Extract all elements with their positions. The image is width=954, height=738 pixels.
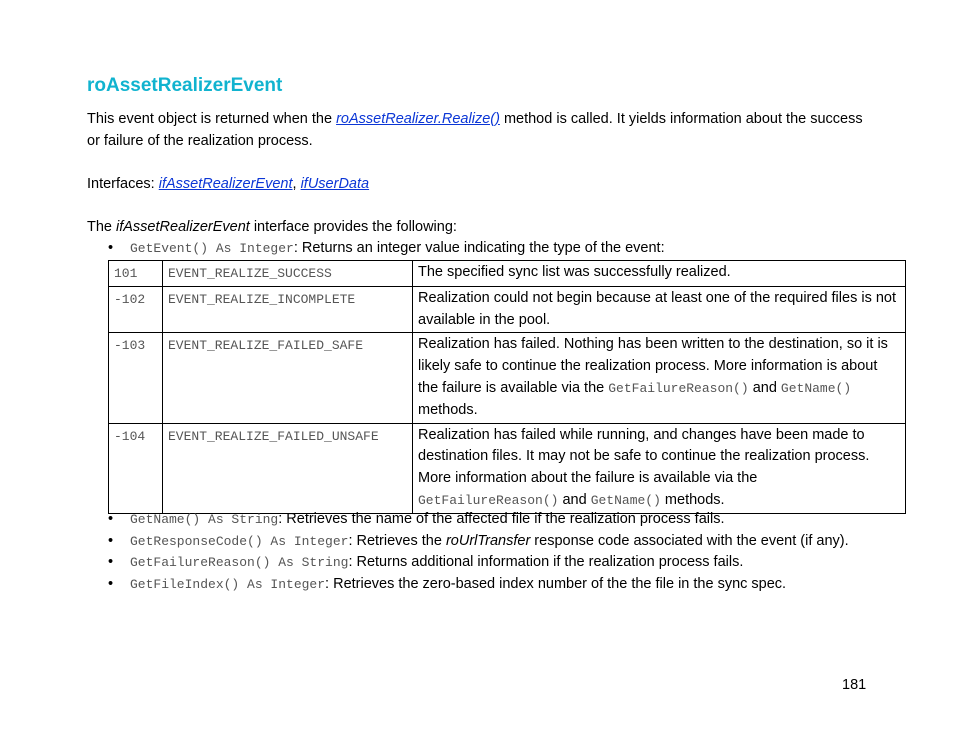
event-code: -104	[109, 423, 163, 513]
event-constant: EVENT_REALIZE_SUCCESS	[163, 261, 413, 287]
method-ref: GetFailureReason()	[418, 492, 559, 508]
class-name: roUrlTransfer	[445, 532, 531, 549]
bullet: •	[108, 575, 114, 592]
method-description: : Returns an integer value indicating the type of the event:	[293, 240, 665, 256]
table-row	[109, 423, 906, 513]
intro-text-before: This event object is returned when the	[87, 111, 337, 127]
description-and: and	[748, 379, 781, 396]
table-row	[109, 261, 906, 287]
description-end: methods.	[418, 401, 478, 418]
provides-line	[87, 216, 877, 238]
page-number: 181	[842, 677, 867, 693]
method-signature: GetEvent() As Integer	[130, 241, 294, 256]
event-description	[413, 423, 906, 513]
event-constant: EVENT_REALIZE_INCOMPLETE	[163, 286, 413, 333]
list-item	[108, 509, 898, 531]
method-signature: GetResponseCode() As Integer	[130, 533, 349, 549]
intro-text-after: method is called. It yields information about the success or failure of the realization process.	[87, 111, 863, 149]
description-and: and	[558, 491, 591, 508]
event-code: -102	[109, 286, 163, 333]
event-description	[413, 333, 906, 423]
provides-after: interface provides the following:	[249, 219, 457, 235]
method-description: : Retrieves the	[348, 532, 446, 549]
event-description: Realization could not begin because at least one of the required files is not available in the pool.	[413, 286, 906, 333]
ifuserdata-link[interactable]: ifUserData	[300, 176, 370, 192]
ifassetrealizerevent-link[interactable]: ifAssetRealizerEvent	[158, 176, 293, 192]
method-description: : Retrieves the zero-based index number of the the file in the sync spec.	[325, 575, 787, 592]
event-description: The specified sync list was successfully realized.	[413, 261, 906, 287]
method-ref: GetName()	[590, 492, 661, 508]
realize-method-link[interactable]: roAssetRealizer.Realize()	[336, 111, 500, 127]
description-text: Realization has failed. Nothing has been written to the destination, so it is likely safe to continue the realization process. More information is about the failure is available via the	[418, 336, 888, 396]
table-row	[109, 333, 906, 423]
list-item	[108, 531, 898, 553]
event-code: -103	[109, 333, 163, 423]
method-description: : Retrieves the name of the affected file if the realization process fails.	[278, 511, 725, 527]
bullet: •	[108, 511, 114, 527]
event-code: 101	[109, 261, 163, 287]
interfaces-label: Interfaces:	[87, 176, 159, 192]
list-item	[108, 574, 898, 596]
interfaces-line	[87, 173, 877, 195]
event-constant: EVENT_REALIZE_FAILED_SAFE	[163, 333, 413, 423]
table-row	[109, 286, 906, 333]
method-signature: GetFailureReason() As String	[130, 555, 349, 570]
description-text: Realization has failed while running, and changes have been made to destination files. It may not be safe to continue the realization process. More information about the failure is available via the	[418, 426, 870, 487]
bullet: •	[108, 240, 114, 256]
method-description-end: response code associated with the event (if any).	[530, 532, 849, 549]
provides-before: The	[87, 219, 117, 235]
list-item	[108, 552, 898, 574]
intro-paragraph	[87, 108, 877, 152]
method-ref: GetName()	[780, 380, 852, 396]
method-signature: GetName() As String	[130, 512, 279, 527]
method-list-bottom	[108, 509, 898, 595]
description-end: methods.	[660, 491, 725, 508]
method-description: : Returns additional information if the realization process fails.	[348, 554, 744, 570]
method-signature: GetFileIndex() As Integer	[130, 576, 326, 592]
bullet: •	[108, 554, 114, 570]
page-title: roAssetRealizerEvent	[87, 75, 283, 96]
bullet: •	[108, 532, 114, 549]
list-item	[108, 238, 898, 260]
method-ref: GetFailureReason()	[608, 380, 749, 396]
interfaces-separator: ,	[292, 176, 301, 192]
method-list-top	[108, 238, 898, 260]
interface-name: ifAssetRealizerEvent	[116, 219, 250, 235]
event-codes-table	[108, 260, 906, 514]
event-constant: EVENT_REALIZE_FAILED_UNSAFE	[163, 423, 413, 513]
